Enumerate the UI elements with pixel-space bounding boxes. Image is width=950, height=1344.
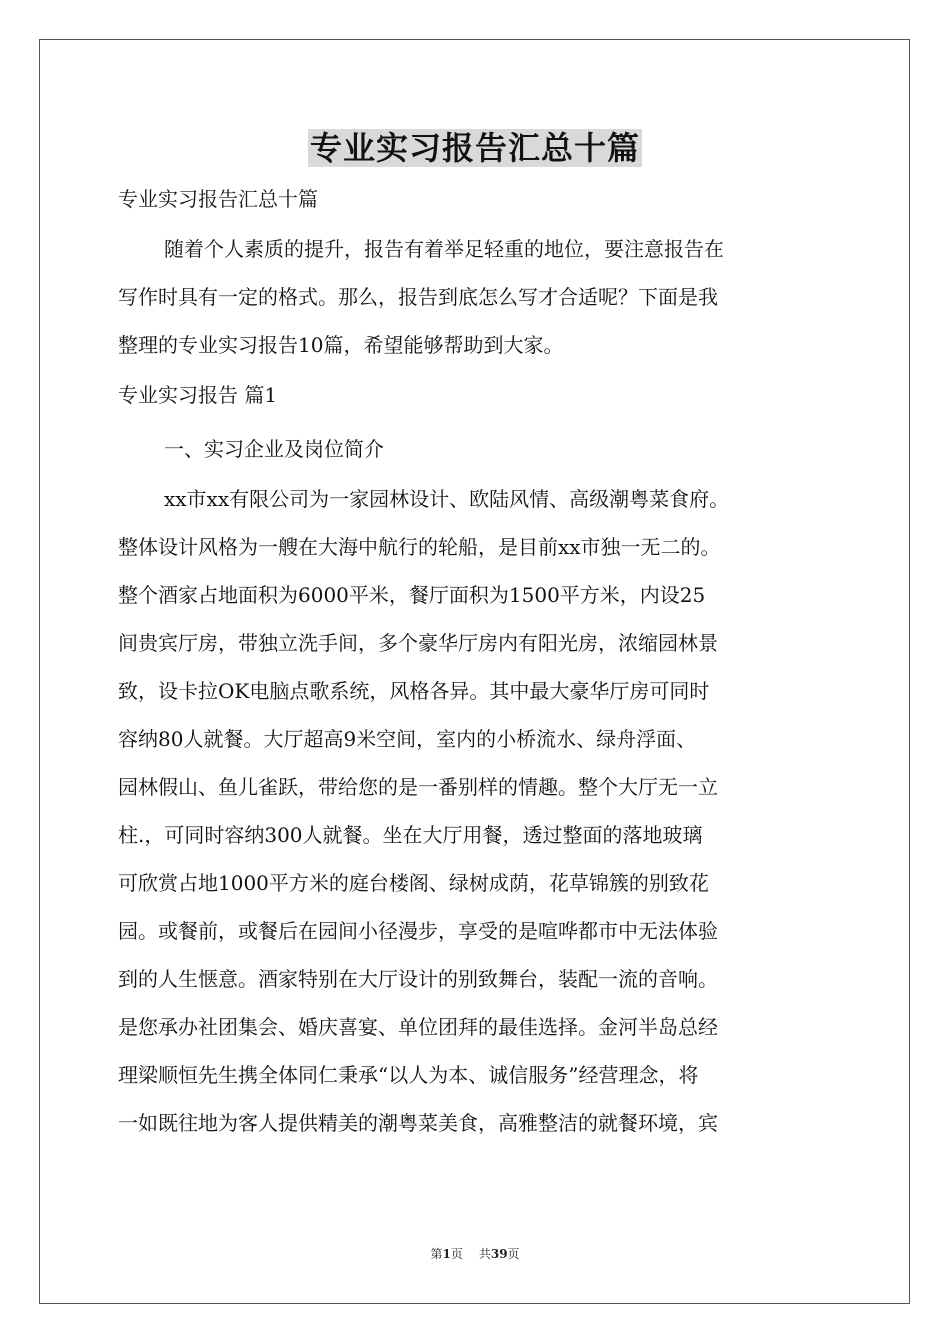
body-line: 园林假山、鱼儿雀跃，带给您的是一番别样的情趣。整个大厅无一立 bbox=[118, 775, 718, 799]
footer-total-pages: 39 bbox=[490, 1247, 508, 1261]
section-heading: 专业实习报告 篇1 bbox=[118, 383, 278, 407]
body-line: 可欣赏占地1000平方米的庭台楼阁、绿树成荫，花草锦簇的别致花 bbox=[118, 871, 709, 895]
body-line: 柱.，可同时容纳300人就餐。坐在大厅用餐，透过整面的落地玻璃 bbox=[118, 823, 703, 847]
body-line: 是您承办社团集会、婚庆喜宴、单位团拜的最佳选择。金河半岛总经 bbox=[118, 1015, 718, 1039]
body-line: 间贵宾厅房，带独立洗手间，多个豪华厅房内有阳光房，浓缩园林景 bbox=[118, 631, 718, 655]
footer-page-prefix: 第 bbox=[430, 1247, 443, 1261]
subsection-heading: 一、实习企业及岗位简介 bbox=[164, 437, 384, 461]
body-line: 整体设计风格为一艘在大海中航行的轮船，是目前xx市独一无二的。 bbox=[118, 535, 721, 559]
body-line: 整个酒家占地面积为6000平米，餐厅面积为1500平方米，内设25 bbox=[118, 583, 706, 607]
footer-page-suffix: 页 bbox=[450, 1247, 463, 1261]
body-line: 理梁顺恒先生携全体同仁秉承“以人为本、诚信服务”经营理念，将 bbox=[118, 1063, 699, 1087]
footer-total-prefix: 共 bbox=[478, 1247, 491, 1261]
body-line: 园。或餐前，或餐后在园间小径漫步，享受的是喧哗都市中无法体验 bbox=[118, 919, 718, 943]
footer-total-suffix: 页 bbox=[507, 1247, 520, 1261]
body-line: 致，设卡拉OK电脑点歌系统，风格各异。其中最大豪华厅房可同时 bbox=[118, 679, 710, 703]
intro-line: 整理的专业实习报告10篇，希望能够帮助到大家。 bbox=[118, 333, 564, 357]
document-title-text: 专业实习报告汇总十篇 bbox=[309, 129, 640, 167]
body-line: 到的人生惬意。酒家特别在大厅设计的别致舞台，装配一流的音响。 bbox=[118, 967, 718, 991]
footer-page-number: 1 bbox=[442, 1247, 451, 1261]
page-footer bbox=[0, 1246, 950, 1262]
document-body bbox=[118, 175, 838, 1147]
body-line: 一如既往地为客人提供精美的潮粤菜美食，高雅整洁的就餐环境，宾 bbox=[118, 1111, 718, 1135]
document-title bbox=[0, 127, 950, 169]
body-line: 容纳80人就餐。大厅超高9米空间，室内的小桥流水、绿舟浮面、 bbox=[118, 727, 697, 751]
intro-line: 写作时具有一定的格式。那么，报告到底怎么写才合适呢？下面是我 bbox=[118, 285, 718, 309]
intro-line: 随着个人素质的提升，报告有着举足轻重的地位，要注意报告在 bbox=[164, 237, 724, 261]
body-line: xx市xx有限公司为一家园林设计、欧陆风情、高级潮粤菜食府。 bbox=[164, 487, 730, 511]
document-subtitle: 专业实习报告汇总十篇 bbox=[118, 187, 318, 211]
